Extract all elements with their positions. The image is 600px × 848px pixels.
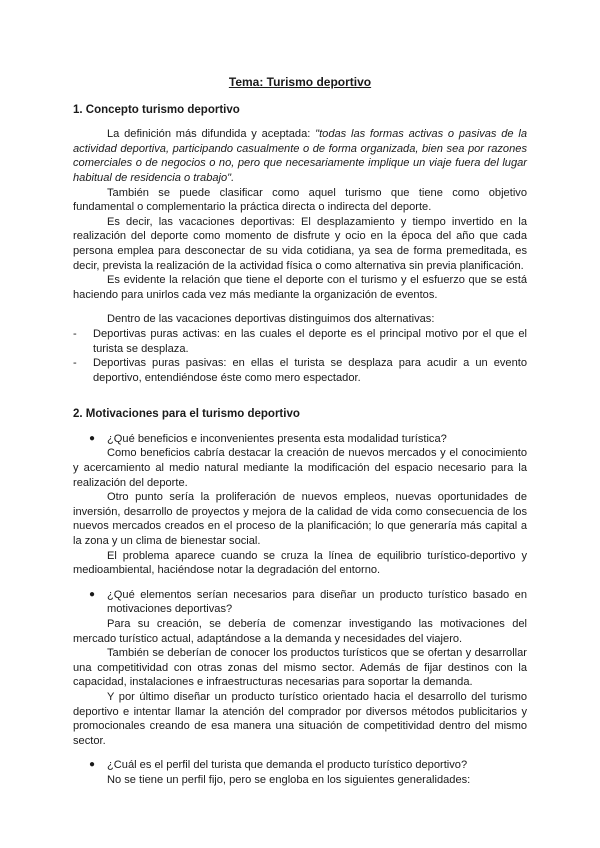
paragraph-classification: También se puede clasificar como aquel turismo que tiene como objetivo fundamental o complementario la práctica directa o indirecta del deporte. [73, 186, 527, 214]
alternatives-list [73, 327, 527, 385]
bullet-icon: ● [89, 588, 96, 600]
paragraph-competitiveness: También se deberían de conocer los productos turísticos que se ofertan y desarrollar una competitividad con otras zonas del mismo sector. Además de fijar destinos con la capacidad, instalaciones e infraestructuras necesarias para soportar la demanda. [73, 647, 527, 689]
definition-intro: La definición más difundida y aceptada: [107, 128, 316, 141]
paragraph-design: Y por último diseñar un producto turístico orientado hacia el desarrollo del turismo deportivo e intentar llamar la atención del comprador por diversos métodos publicitarios y promocionales creando de esa manera una situación de competitividad dentro del mismo sector. [73, 690, 527, 747]
paragraph-employment: Otro punto sería la proliferación de nuevos empleos, nuevas oportunidades de inversión, desarrollo de proyectos y mejora de la calidad de vida como consecuencia de los nuevos mercados creados en el proceso de la planificación; lo que generaría más capital a la zona y un clima de bienestar social. [73, 491, 527, 548]
paragraph-sport-holidays: Es decir, las vacaciones deportivas: El desplazamiento y tiempo invertido en la realización del deporte como momento de disfrute y ocio en la época del año que cada persona emplea para desconectar de su vida cotidiana, ya sea de forma premeditada, es decir, prevista la realización de la actividad física o como alternativa sin previa planificación. [73, 215, 527, 272]
section-1-heading: 1. Concepto turismo deportivo [73, 103, 240, 116]
bullet-icon: ● [89, 432, 96, 444]
paragraph-profile: No se tiene un perfil fijo, pero se engloba en los siguientes generalidades: [107, 773, 471, 786]
question-benefits: ● ¿Qué beneficios e inconvenientes presenta esta modalidad turística? [89, 432, 447, 445]
list-item: - Deportivas puras activas: en las cuales el deporte es el principal motivo por el que el turista se desplaza. [73, 327, 527, 355]
paragraph-creation: Para su creación, se debería de comenzar investigando las motivaciones del mercado turístico actual, adaptándose a la demanda y necesidades del viajero. [73, 618, 527, 645]
section-2-heading: 2. Motivaciones para el turismo deportivo [73, 408, 300, 421]
paragraph-benefits: Como beneficios cabría destacar la creación de nuevos mercados y el conocimiento y acercamiento al medio natural mediante la modificación del espacio necesario para la realización del deporte. [73, 447, 527, 489]
question-profile: ● ¿Cuál es el perfil del turista que demanda el producto turístico deportivo? [89, 759, 468, 772]
bullet-icon: ● [89, 759, 96, 771]
paragraph-alternatives-intro: Dentro de las vacaciones deportivas distinguimos dos alternativas: [107, 313, 435, 326]
paragraph-problem: El problema aparece cuando se cruza la línea de equilibrio turístico-deportivo y medioambiental, haciéndose notar la degradación del entorno. [73, 549, 527, 577]
definition-paragraph [73, 127, 527, 185]
page-title: Tema: Turismo deportivo [228, 75, 372, 89]
list-item: - Deportivas puras pasivas: en ellas el turista se desplaza para acudir a un evento deportivo, entendiéndose éste como mero espectador. [73, 357, 527, 384]
paragraph-relation: Es evidente la relación que tiene el deporte con el turismo y el esfuerzo que se está haciendo para unirlos cada vez más mediante la organización de eventos. [73, 274, 527, 301]
question-elements: ● ¿Qué elementos serían necesarios para diseñar un producto turístico basado en motivaciones deportivas? [89, 588, 527, 616]
definition-quote: "todas las formas activas o pasivas de la actividad deportiva, participando casualmente o de forma organizada, bien sea por razones comerciales o de negocios o no, pero que necesariamente implique un viaje fuera del lugar habitual de residencia o trabajo". [73, 128, 527, 184]
